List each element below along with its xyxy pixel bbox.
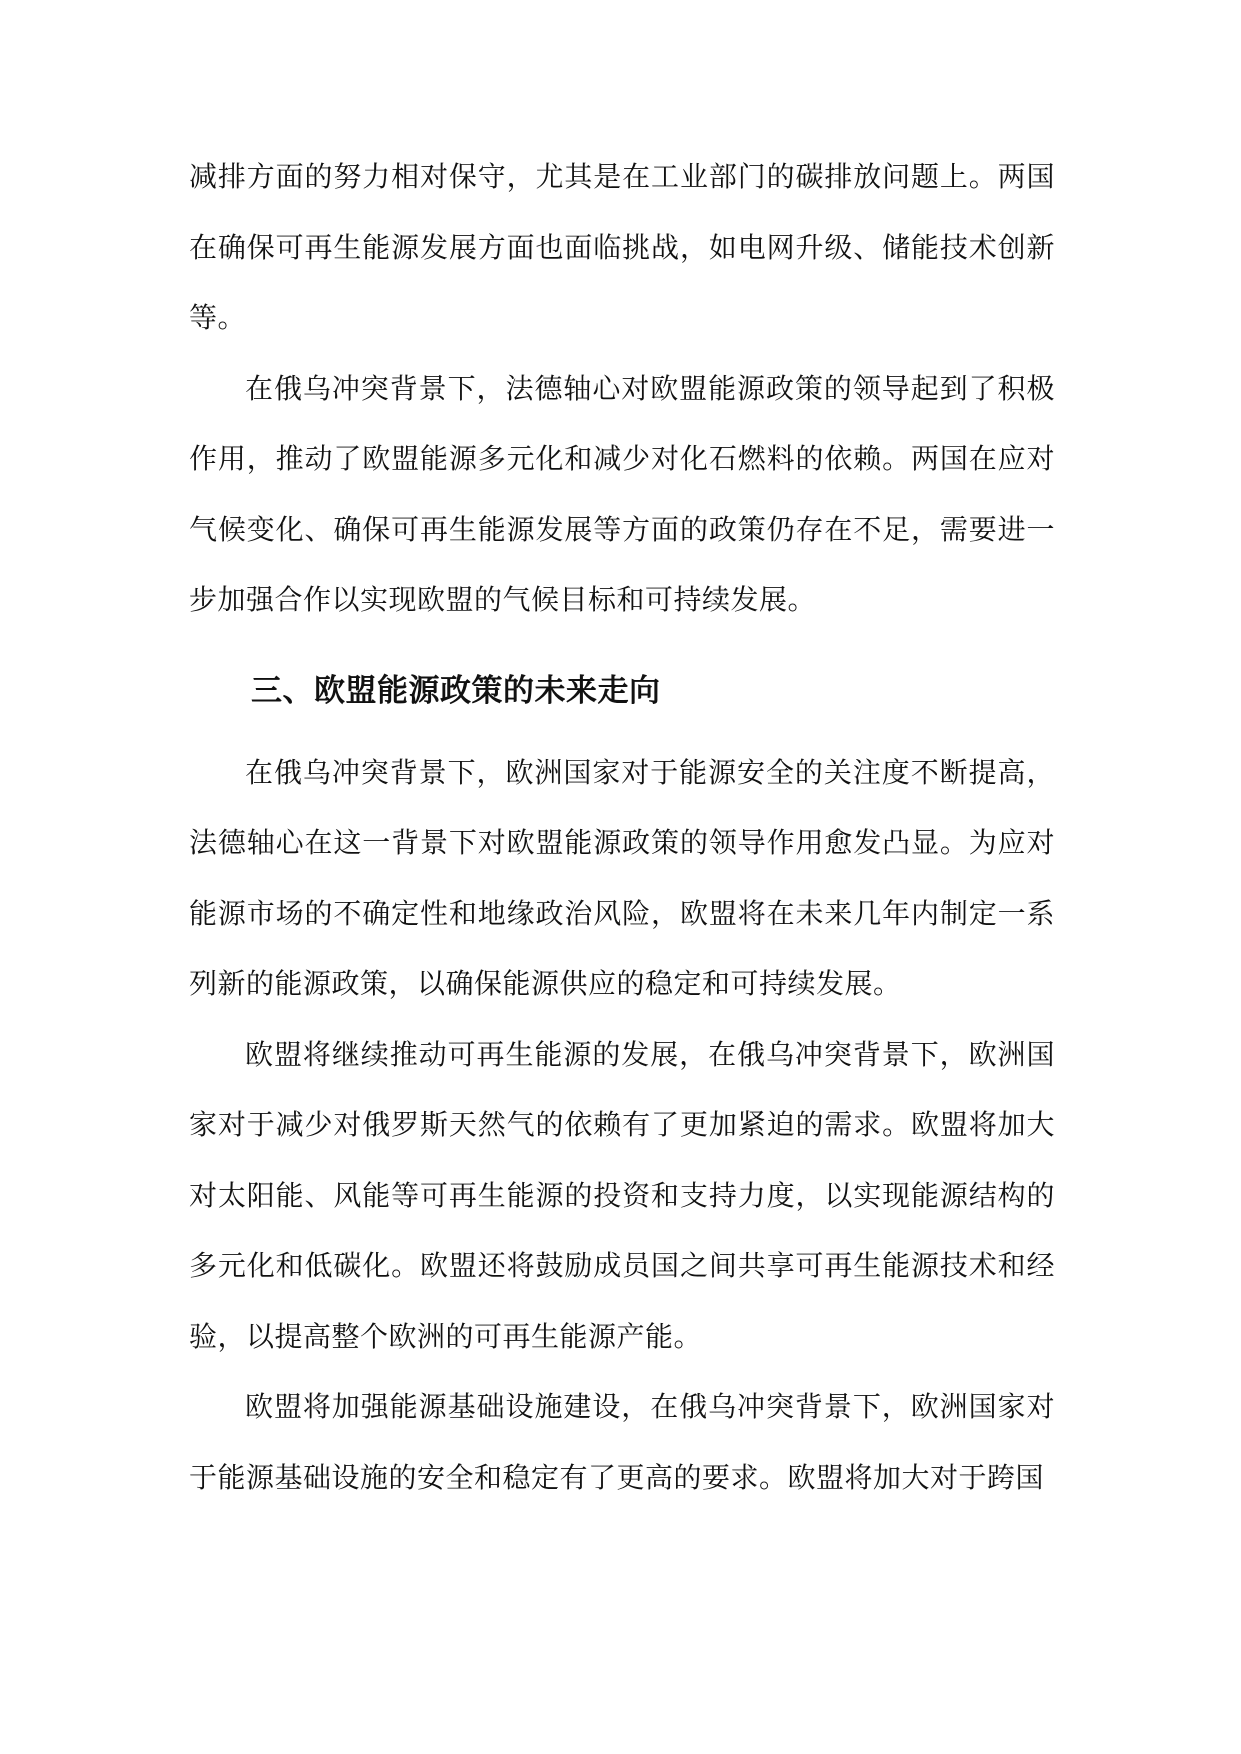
document-body bbox=[189, 142, 1055, 1513]
paragraph: 欧盟将继续推动可再生能源的发展，在俄乌冲突背景下，欧洲国家对于减少对俄罗斯天然气的依赖有了更加紧迫的需求。欧盟将加大对太阳能、风能等可再生能源的投资和支持力度，以实现能源结构的多元化和低碳化。欧盟还将鼓励成员国之间共享可再生能源技术和经验，以提高整个欧洲的可再生能源产能。 bbox=[189, 1037, 1055, 1353]
section-heading: 三、欧盟能源政策的未来走向 bbox=[251, 672, 661, 709]
paragraph: 在俄乌冲突背景下，欧洲国家对于能源安全的关注度不断提高，法德轴心在这一背景下对欧盟能源政策的领导作用愈发凸显。为应对能源市场的不确定性和地缘政治风险，欧盟将在未来几年内制定一系列新的能源政策，以确保能源供应的稳定和可持续发展。 bbox=[189, 755, 1055, 1000]
paragraph: 欧盟将加强能源基础设施建设，在俄乌冲突背景下，欧洲国家对于能源基础设施的安全和稳定有了更高的要求。欧盟将加大对于跨国 bbox=[189, 1390, 1055, 1494]
paragraph: 减排方面的努力相对保守，尤其是在工业部门的碳排放问题上。两国在确保可再生能源发展方面也面临挑战，如电网升级、储能技术创新等。 bbox=[189, 160, 1055, 334]
paragraph: 在俄乌冲突背景下，法德轴心对欧盟能源政策的领导起到了积极作用，推动了欧盟能源多元化和减少对化石燃料的依赖。两国在应对气候变化、确保可再生能源发展等方面的政策仍存在不足，需要进一步加强合作以实现欧盟的气候目标和可持续发展。 bbox=[189, 371, 1055, 616]
